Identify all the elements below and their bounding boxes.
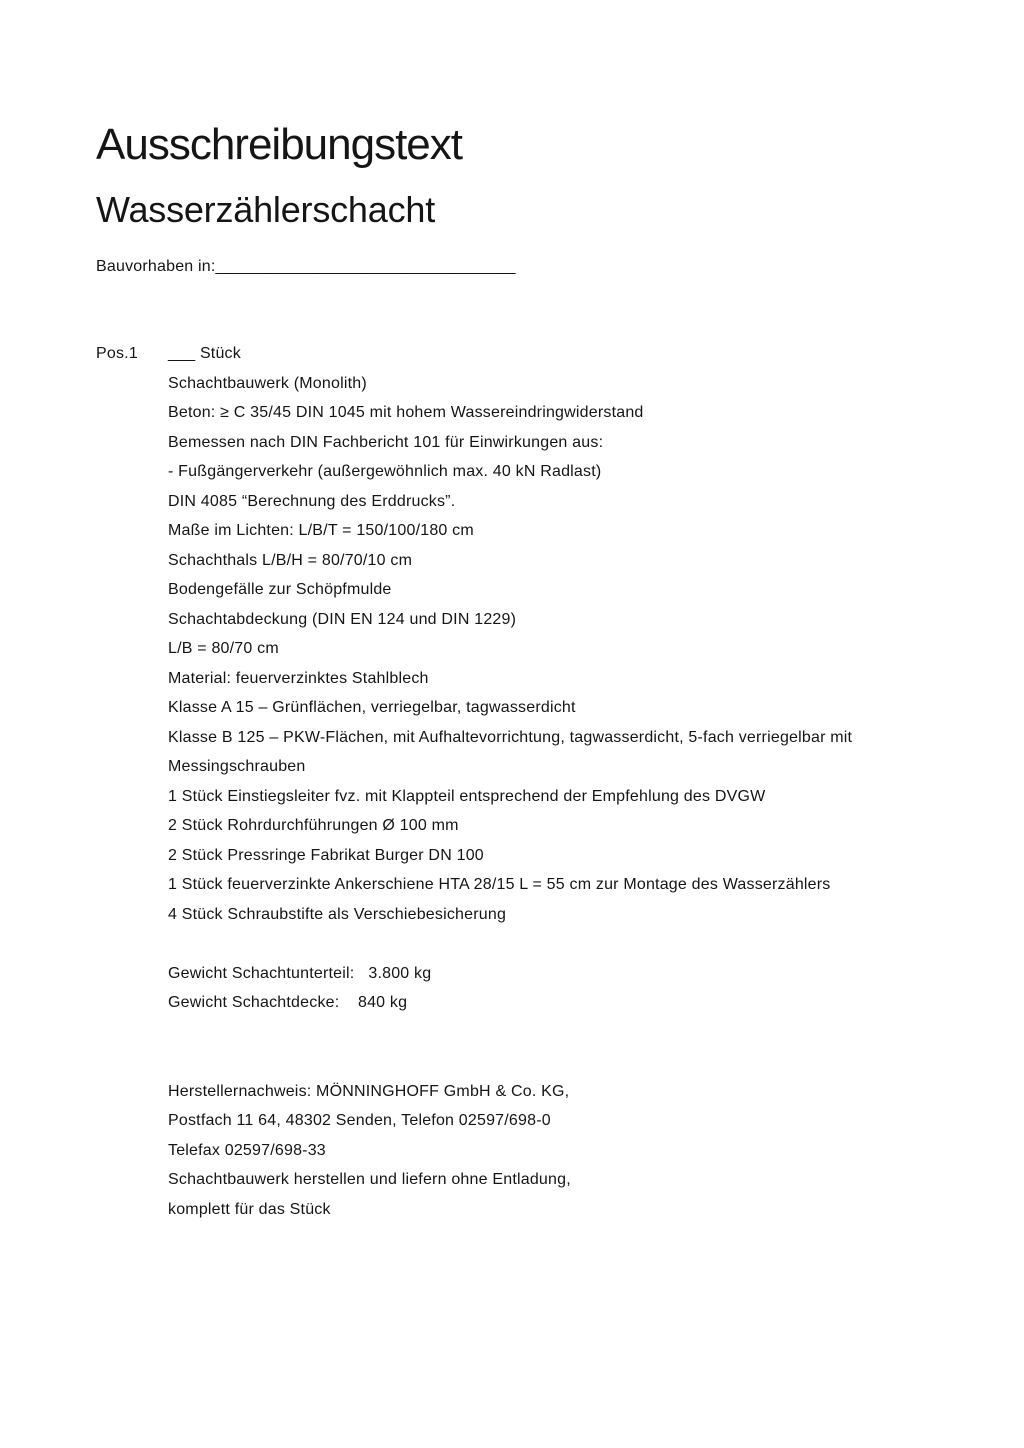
position-quantity-line: ___ Stück	[168, 345, 241, 362]
description-line: 2 Stück Pressringe Fabrikat Burger DN 100	[168, 846, 484, 864]
manufacturer-line: Schachtbauwerk herstellen und liefern ohne Entladung,	[168, 1171, 571, 1188]
manufacturer-block	[168, 1077, 1008, 1225]
weight-line: Gewicht Schachtdecke: 840 kg	[168, 994, 408, 1011]
description-line: L/B = 80/70 cm	[168, 640, 279, 657]
position-number: Pos.1	[96, 345, 138, 362]
weights-block	[168, 959, 1008, 1018]
description-line: Schachtabdeckung (DIN EN 124 und DIN 1229)	[168, 610, 517, 628]
manufacturer-line: Telefax 02597/698-33	[168, 1141, 326, 1159]
manufacturer-line: Postfach 11 64, 48302 Senden, Telefon 02597/698-0	[168, 1112, 551, 1129]
description-line: Bodengefälle zur Schöpfmulde	[168, 581, 392, 598]
description-line: Schachthals L/B/H = 80/70/10 cm	[168, 551, 413, 569]
description-line: Beton: ≥ C 35/45 DIN 1045 mit hohem Wassereindringwiderstand	[168, 404, 644, 421]
description-line: DIN 4085 “Berechnung des Erddrucks”.	[168, 492, 456, 510]
description-line: 4 Stück Schraubstifte als Verschiebesicherung	[168, 905, 507, 923]
manufacturer-line: komplett für das Stück	[168, 1200, 331, 1218]
project-location-blank: _________________________________	[215, 258, 516, 275]
description-line: Schachtbauwerk (Monolith)	[168, 374, 367, 392]
position-description-block	[168, 369, 1008, 930]
position-body	[168, 339, 1008, 1224]
description-line: Klasse B 125 – PKW-Flächen, mit Aufhaltevorrichtung, tagwasserdicht, 5-fach verriegelbar mit	[168, 728, 853, 746]
description-line: 1 Stück feuerverzinkte Ankerschiene HTA 28/15 L = 55 cm zur Montage des Wasserzählers	[168, 876, 831, 893]
description-line: Klasse A 15 – Grünflächen, verriegelbar, tagwasserdicht	[168, 699, 576, 716]
document-title: Ausschreibungstext	[96, 120, 462, 169]
description-line: Material: feuerverzinktes Stahlblech	[168, 669, 429, 687]
description-line: 2 Stück Rohrdurchführungen Ø 100 mm	[168, 817, 459, 834]
description-line: - Fußgängerverkehr (außergewöhnlich max. 40 kN Radlast)	[168, 463, 602, 480]
document-subtitle: Wasserzählerschacht	[96, 189, 435, 230]
description-line: Messingschrauben	[168, 758, 306, 775]
project-location-line	[96, 252, 516, 282]
weight-line: Gewicht Schachtunterteil: 3.800 kg	[168, 964, 432, 982]
description-line: Bemessen nach DIN Fachbericht 101 für Einwirkungen aus:	[168, 433, 604, 451]
project-location-label: Bauvorhaben in:	[96, 258, 216, 275]
description-line: Maße im Lichten: L/B/T = 150/100/180 cm	[168, 522, 474, 539]
description-line: 1 Stück Einstiegsleiter fvz. mit Klappteil entsprechend der Empfehlung des DVGW	[168, 787, 766, 805]
manufacturer-line: Herstellernachweis: MÖNNINGHOFF GmbH & Co. KG,	[168, 1082, 570, 1100]
